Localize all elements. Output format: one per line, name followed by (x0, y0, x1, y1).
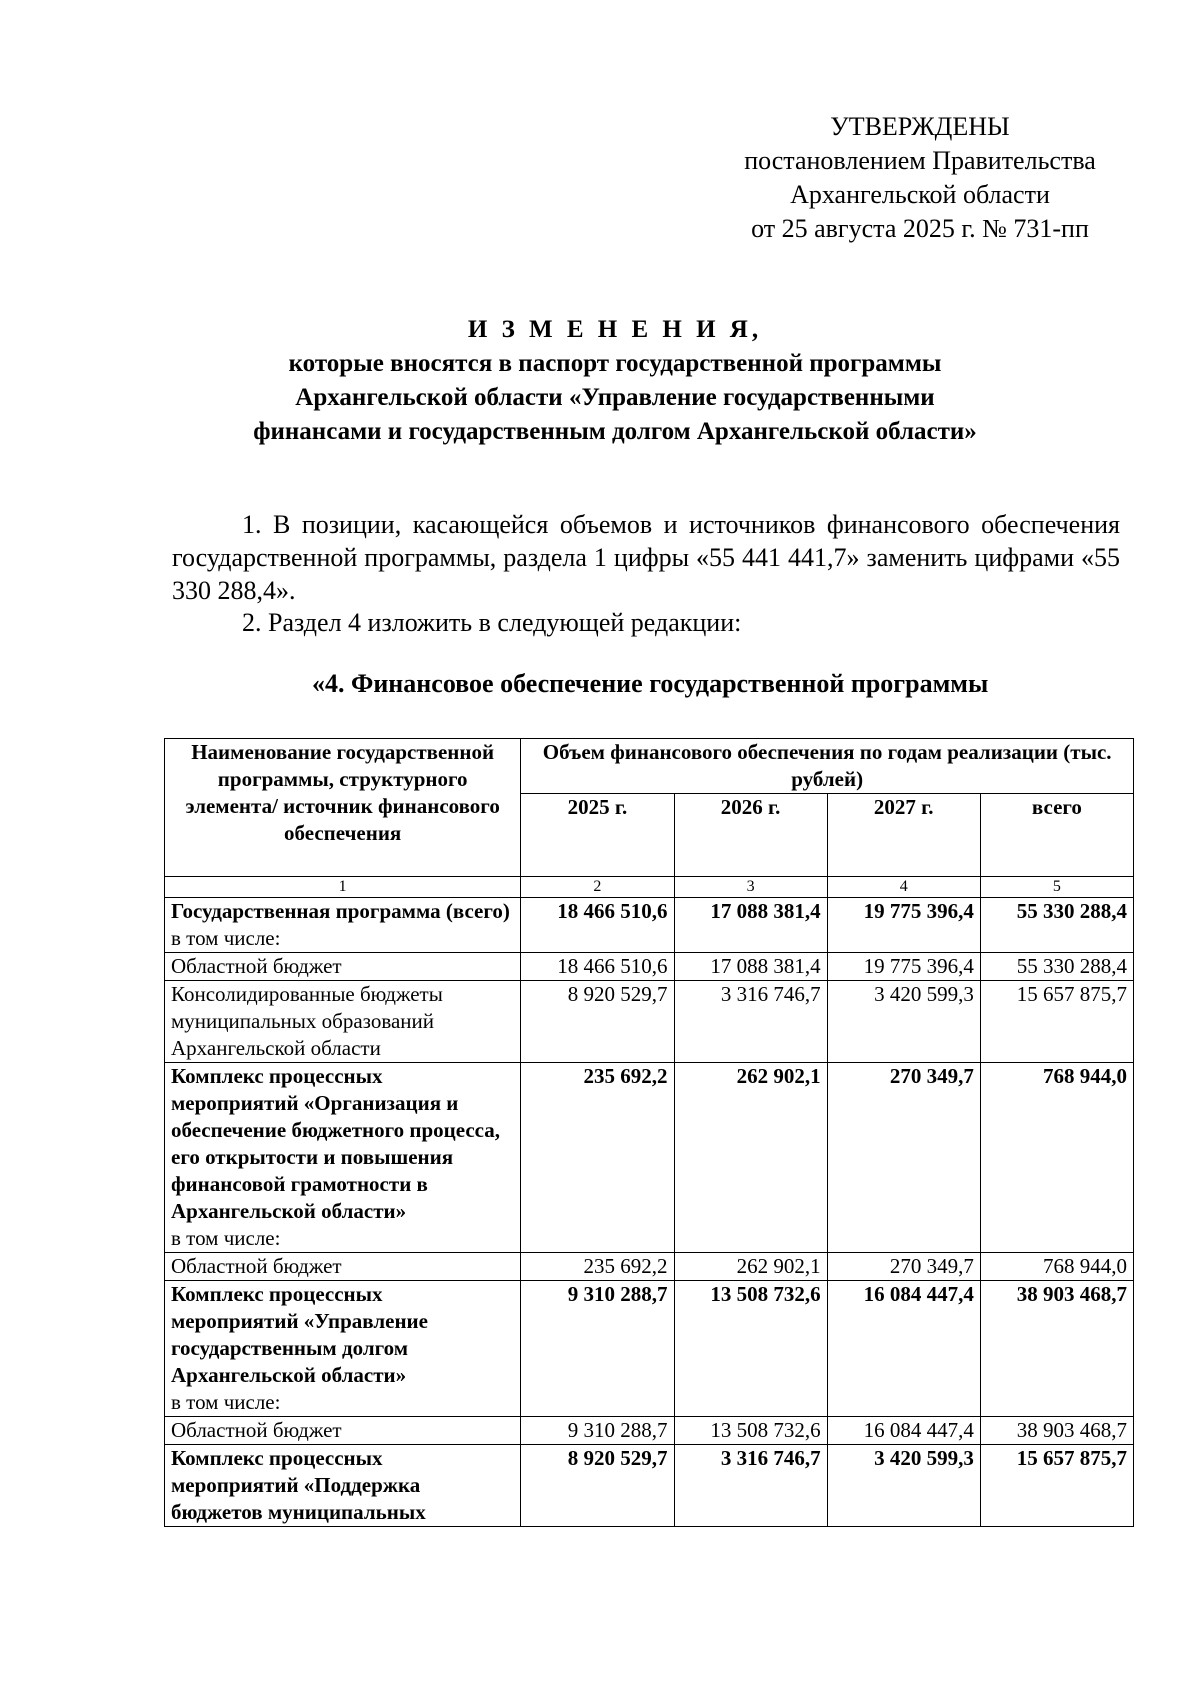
value-cell: 18 466 510,6 (521, 953, 674, 981)
approval-title: УТВЕРЖДЕНЫ (830, 112, 1010, 141)
value-cell: 16 084 447,4 (827, 1417, 980, 1445)
row-name-cell (165, 898, 521, 953)
header-year-2026: 2026 г. (674, 794, 827, 877)
row-name-cell (165, 1417, 521, 1445)
value-cell: 19 775 396,4 (827, 953, 980, 981)
value-cell: 270 349,7 (827, 1063, 980, 1253)
table-row (165, 1417, 1134, 1445)
index-cell: 5 (980, 877, 1133, 898)
table-row (165, 1253, 1134, 1281)
row-name-text: Областной бюджет (171, 954, 342, 978)
row-name-text: в том числе: (171, 926, 281, 950)
row-name-text: в том числе: (171, 1390, 281, 1414)
row-name-cell (165, 1253, 521, 1281)
value-cell: 55 330 288,4 (980, 953, 1133, 981)
document-title (120, 313, 1110, 449)
header-name-column: Наименование государственной программы, структурного элемента/ источник финансового обеспечения (165, 739, 521, 877)
value-cell: 17 088 381,4 (674, 898, 827, 953)
row-name-bold: Комплекс процессных мероприятий «Управление государственным долгом Архангельской области» (171, 1282, 428, 1387)
value-cell: 262 902,1 (674, 1253, 827, 1281)
approval-line: постановлением Правительства (744, 146, 1096, 175)
value-cell: 3 316 746,7 (674, 981, 827, 1063)
row-name-cell (165, 1281, 521, 1417)
index-cell: 2 (521, 877, 674, 898)
table-row (165, 953, 1134, 981)
row-name-text: в том числе: (171, 1226, 281, 1250)
approval-line: Архангельской области (790, 180, 1050, 209)
value-cell: 3 316 746,7 (674, 1445, 827, 1527)
index-cell: 1 (165, 877, 521, 898)
index-cell: 3 (674, 877, 827, 898)
header-year-2025: 2025 г. (521, 794, 674, 877)
approval-date: от 25 августа 2025 г. № 731-пп (751, 214, 1089, 243)
row-name-cell (165, 953, 521, 981)
financing-table (164, 738, 1134, 1527)
header-volume: Объем финансового обеспечения по годам реализации (тыс. рублей) (521, 739, 1134, 794)
table-row (165, 1063, 1134, 1253)
table-row (165, 981, 1134, 1063)
value-cell: 3 420 599,3 (827, 1445, 980, 1527)
value-cell: 16 084 447,4 (827, 1281, 980, 1417)
value-cell: 38 903 468,7 (980, 1417, 1133, 1445)
value-cell: 13 508 732,6 (674, 1417, 827, 1445)
value-cell: 3 420 599,3 (827, 981, 980, 1063)
value-cell: 18 466 510,6 (521, 898, 674, 953)
value-cell: 235 692,2 (521, 1253, 674, 1281)
value-cell: 270 349,7 (827, 1253, 980, 1281)
row-name-text: Областной бюджет (171, 1254, 342, 1278)
value-cell: 9 310 288,7 (521, 1417, 674, 1445)
row-name-text: Консолидированные бюджеты муниципальных образований Архангельской области (171, 982, 443, 1060)
title-line: которые вносятся в паспорт государственной программы (288, 350, 942, 377)
header-total: всего (980, 794, 1133, 877)
section-heading: «4. Финансовое обеспечение государственной программы (312, 669, 989, 698)
row-name-bold: Комплекс процессных мероприятий «Организация и обеспечение бюджетного процесса, его открытости и повышения финансовой грамотности в Архангельской области» (171, 1064, 500, 1223)
value-cell: 9 310 288,7 (521, 1281, 674, 1417)
row-name-bold: Комплекс процессных мероприятий «Поддержка бюджетов муниципальных (171, 1446, 426, 1524)
table-row (165, 1445, 1134, 1527)
row-name-text: Областной бюджет (171, 1418, 342, 1442)
value-cell: 235 692,2 (521, 1063, 674, 1253)
value-cell: 38 903 468,7 (980, 1281, 1133, 1417)
row-name-cell (165, 981, 521, 1063)
value-cell: 19 775 396,4 (827, 898, 980, 953)
index-cell: 4 (827, 877, 980, 898)
value-cell: 768 944,0 (980, 1253, 1133, 1281)
value-cell: 15 657 875,7 (980, 981, 1133, 1063)
value-cell: 768 944,0 (980, 1063, 1133, 1253)
table-row (165, 1281, 1134, 1417)
paragraph-2: 2. Раздел 4 изложить в следующей редакции: (242, 608, 742, 637)
row-name-cell (165, 1445, 521, 1527)
table-row (165, 898, 1134, 953)
row-name-bold: Государственная программа (всего) (171, 899, 510, 923)
header-year-2027: 2027 г. (827, 794, 980, 877)
row-name-cell (165, 1063, 521, 1253)
column-index-row (165, 877, 1134, 898)
value-cell: 15 657 875,7 (980, 1445, 1133, 1527)
approval-block (700, 110, 1140, 246)
value-cell: 13 508 732,6 (674, 1281, 827, 1417)
title-line: Архангельской области «Управление государственными (295, 384, 935, 411)
value-cell: 8 920 529,7 (521, 981, 674, 1063)
paragraph-1: 1. В позиции, касающейся объемов и источников финансового обеспечения государственной программы, раздела 1 цифры «55 441 441,7» заменить цифрами «55 330 288,4». (172, 510, 1120, 605)
value-cell: 55 330 288,4 (980, 898, 1133, 953)
value-cell: 17 088 381,4 (674, 953, 827, 981)
value-cell: 8 920 529,7 (521, 1445, 674, 1527)
title-heading: И З М Е Н Е Н И Я, (467, 316, 763, 343)
title-line: финансами и государственным долгом Архангельской области» (253, 418, 977, 445)
value-cell: 262 902,1 (674, 1063, 827, 1253)
